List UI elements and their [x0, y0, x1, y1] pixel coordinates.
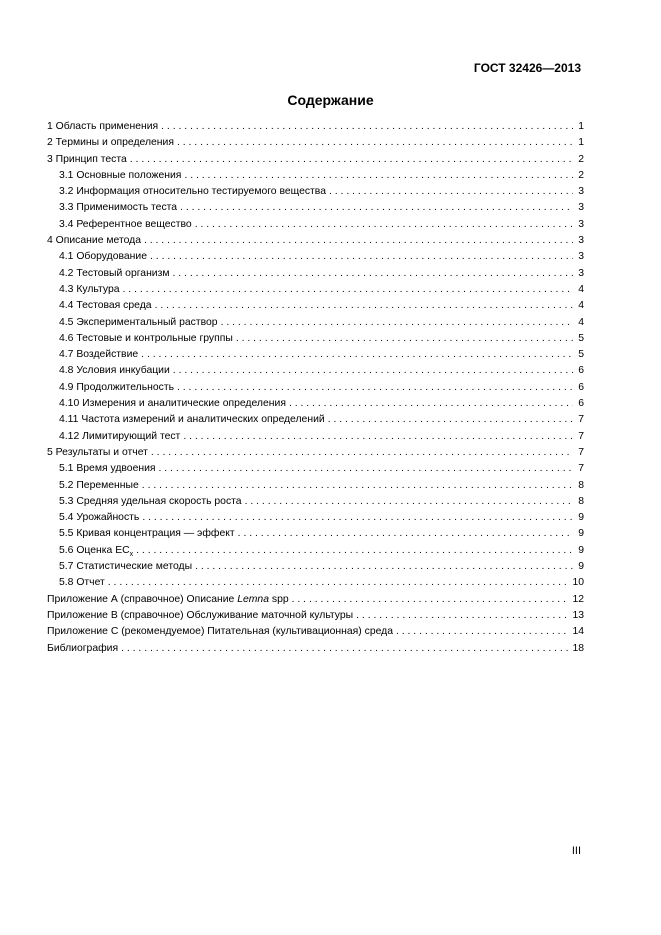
toc-entry-page-number: 4	[578, 283, 584, 295]
toc-entry[interactable]	[47, 543, 584, 559]
toc-entry[interactable]	[47, 624, 584, 640]
toc-entry-title	[59, 380, 174, 396]
dot-leader	[195, 217, 573, 233]
dot-leader	[161, 119, 573, 135]
toc-entry-title-text: 5.3 Средняя удельная скорость роста	[59, 495, 242, 507]
toc-entry-page-number: 4	[578, 316, 584, 328]
toc-entry-page-number: 18	[572, 642, 584, 654]
toc-entry-title-text: 4.4 Тестовая среда	[59, 300, 152, 312]
toc-entry-title-text: 5.4 Урожайность	[59, 512, 140, 524]
toc-entry-page-number: 2	[578, 169, 584, 181]
dot-leader	[144, 233, 573, 249]
toc-entry-title-text: 4.8 Условия инкубации	[59, 365, 170, 377]
table-of-contents	[47, 119, 584, 657]
dot-leader	[173, 266, 573, 282]
dot-leader	[155, 298, 573, 314]
toc-entry-title-text: 3 Принцип теста	[47, 153, 127, 165]
toc-entry-title-text: 4.6 Тестовые и контрольные группы	[59, 332, 233, 344]
toc-entry[interactable]	[47, 363, 584, 379]
toc-entry-page-number: 3	[578, 235, 584, 247]
toc-entry-title-text: 5.5 Кривая концентрация — эффект	[59, 528, 235, 540]
dot-leader	[141, 347, 573, 363]
page-title: Содержание	[287, 92, 374, 108]
toc-entry-page-number: 6	[578, 381, 584, 393]
dot-leader	[238, 526, 573, 542]
toc-entry[interactable]	[47, 510, 584, 526]
toc-entry-title-text: 4.12 Лимитирующий тест	[59, 430, 181, 442]
dot-leader	[177, 380, 573, 396]
dot-leader	[396, 624, 569, 640]
toc-entry-title	[59, 249, 147, 265]
toc-entry-page-number: 7	[578, 463, 584, 475]
toc-entry-page-number: 1	[578, 121, 584, 132]
dot-leader	[142, 510, 573, 526]
toc-entry-subscript: x	[129, 550, 134, 558]
toc-entry[interactable]	[47, 526, 584, 542]
toc-entry-title	[59, 396, 286, 412]
toc-entry-title	[59, 575, 105, 591]
page-number-footer: III	[571, 845, 581, 857]
toc-entry-title	[59, 200, 177, 216]
toc-entry-title-text: 4 Описание метода	[47, 235, 141, 247]
toc-entry-title-text: 4.2 Тестовый организм	[59, 267, 170, 279]
toc-entry-title	[59, 298, 152, 314]
toc-entry-title-text: 4.3 Культура	[59, 283, 120, 295]
toc-entry-title-text: 5.6 Оценка EC	[59, 544, 130, 556]
toc-entry[interactable]	[47, 429, 584, 445]
toc-entry-title-text: 4.10 Измерения и аналитические определения	[59, 398, 286, 410]
dot-leader	[123, 282, 573, 298]
toc-entry[interactable]	[47, 396, 584, 412]
toc-entry[interactable]	[47, 478, 584, 494]
toc-entry-title	[47, 608, 353, 624]
toc-entry[interactable]	[47, 412, 584, 428]
toc-entry-title	[59, 478, 139, 494]
toc-entry[interactable]	[47, 233, 584, 249]
dot-leader	[328, 412, 573, 428]
dot-leader	[183, 429, 573, 445]
toc-entry[interactable]	[47, 266, 584, 282]
toc-entry[interactable]	[47, 575, 584, 591]
toc-entry[interactable]	[47, 380, 584, 396]
toc-entry-title-text: 5 Результаты и отчет	[47, 446, 148, 458]
toc-entry-page-number: 7	[578, 446, 584, 458]
dot-leader	[142, 478, 573, 494]
toc-entry[interactable]	[47, 249, 584, 265]
toc-entry-italic: Lemna	[237, 593, 269, 605]
toc-entry-title-text: 4.11 Частота измерений и аналитических определений	[59, 414, 325, 426]
toc-entry-title-text: 5.1 Время удвоения	[59, 463, 156, 475]
toc-entry-title	[47, 152, 127, 168]
dot-leader	[236, 331, 573, 347]
toc-entry-title	[59, 184, 326, 200]
dot-leader	[289, 396, 573, 412]
toc-entry-title-text: 5.8 Отчет	[59, 577, 105, 589]
toc-entry-title-text: 3.3 Применимость теста	[59, 202, 178, 214]
toc-entry-title-text: 2 Термины и определения	[47, 137, 174, 149]
toc-entry-title	[59, 282, 120, 298]
dot-leader	[173, 363, 573, 379]
toc-entry-title	[59, 461, 156, 477]
toc-entry-page-number: 7	[578, 414, 584, 426]
toc-entry-title-text: 4.9 Продолжительность	[59, 381, 174, 393]
toc-entry-title-text: 3.1 Основные положения	[59, 169, 182, 181]
toc-entry-page-number: 2	[578, 153, 584, 165]
dot-leader	[221, 315, 573, 331]
toc-entry-title	[59, 347, 138, 363]
toc-entry-title-text: 4.7 Воздействие	[59, 349, 139, 361]
toc-entry[interactable]	[47, 282, 584, 298]
toc-entry-title-text: 4.1 Оборудование	[59, 251, 148, 263]
toc-entry-page-number: 3	[578, 202, 584, 214]
toc-entry-page-number: 3	[578, 218, 584, 230]
toc-entry-page-number: 14	[572, 626, 584, 638]
toc-entry-page-number: 10	[572, 577, 584, 589]
toc-entry-title	[59, 429, 180, 445]
toc-entry-title	[47, 641, 118, 657]
toc-entry-title	[59, 363, 170, 379]
toc-entry-page-number: 8	[578, 479, 584, 491]
toc-entry-page-number: 12	[572, 593, 584, 605]
toc-entry-title-text: 4.5 Экспериментальный раствор	[59, 316, 218, 328]
dot-leader	[292, 592, 570, 608]
dot-leader	[245, 494, 573, 510]
toc-entry-page-number: 9	[578, 544, 584, 556]
dot-leader	[180, 200, 573, 216]
dot-leader	[108, 575, 570, 591]
dot-leader	[195, 559, 573, 575]
dot-leader	[130, 152, 573, 168]
toc-entry[interactable]	[47, 445, 584, 461]
dot-leader	[151, 445, 573, 461]
toc-entry-title	[47, 233, 141, 249]
toc-entry-title	[59, 412, 325, 428]
dot-leader	[329, 184, 573, 200]
toc-entry-page-number: 3	[578, 267, 584, 279]
toc-entry[interactable]	[47, 298, 584, 314]
toc-entry-page-number: 6	[578, 365, 584, 377]
toc-entry-title	[59, 494, 242, 510]
dot-leader	[159, 461, 573, 477]
toc-entry-title-text: 5.7 Статистические методы	[59, 561, 193, 573]
toc-entry[interactable]	[47, 135, 584, 151]
toc-entry-title-text: Приложение А (справочное) Описание	[47, 593, 238, 605]
dot-leader	[150, 249, 573, 265]
dot-leader	[356, 608, 569, 624]
toc-entry-title	[47, 135, 174, 151]
toc-entry[interactable]	[47, 608, 584, 624]
toc-entry-title	[59, 168, 181, 184]
toc-entry-page-number: 1	[578, 137, 584, 149]
toc-entry-page-number: 9	[578, 528, 584, 540]
toc-entry-title-text: 3.4 Референтное вещество	[59, 218, 192, 230]
toc-entry[interactable]	[47, 347, 584, 363]
toc-entry-page-number: 3	[578, 251, 584, 263]
toc-entry-title	[59, 331, 233, 347]
toc-entry-title	[59, 510, 139, 526]
toc-entry-page-number: 13	[572, 609, 584, 621]
dot-leader	[177, 135, 573, 151]
dot-leader	[121, 641, 569, 657]
dot-leader	[136, 543, 573, 559]
toc-entry[interactable]	[47, 331, 584, 347]
toc-entry-page-number: 8	[578, 495, 584, 507]
toc-entry-page-number: 3	[578, 186, 584, 198]
toc-entry[interactable]	[47, 559, 584, 575]
toc-entry[interactable]	[47, 592, 584, 608]
toc-entry-title	[47, 624, 393, 640]
toc-entry-title	[47, 592, 289, 608]
toc-entry[interactable]	[47, 168, 584, 184]
dot-leader	[184, 168, 573, 184]
toc-entry[interactable]	[47, 641, 584, 657]
toc-entry-title-text: 5.2 Переменные	[59, 479, 139, 491]
toc-entry-title-text: Библиография	[47, 642, 119, 654]
toc-entry-title	[47, 445, 148, 461]
toc-entry-title-suffix: spp	[268, 593, 289, 605]
toc-entry-page-number: 4	[578, 300, 584, 312]
toc-entry-page-number: 5	[578, 332, 584, 344]
toc-entry-title	[47, 119, 158, 135]
toc-entry-title	[59, 217, 192, 233]
toc-entry[interactable]	[47, 217, 584, 233]
toc-entry-title-text: 1 Область применения	[47, 121, 159, 132]
toc-entry-page-number: 5	[578, 349, 584, 361]
toc-entry-title-text: Приложение В (справочное) Обслуживание маточной культуры	[47, 609, 354, 621]
toc-entry[interactable]	[47, 200, 584, 216]
toc-entry-title	[59, 559, 192, 575]
toc-entry-title-text: Приложение С (рекомендуемое) Питательная (культивационная) среда	[47, 626, 393, 638]
toc-entry[interactable]	[47, 494, 584, 510]
toc-entry-title	[59, 526, 235, 542]
toc-entry[interactable]	[47, 461, 584, 477]
toc-entry-title	[59, 266, 170, 282]
toc-entry-title-text: 3.2 Информация относительно тестируемого вещества	[59, 186, 326, 198]
toc-entry-page-number: 9	[578, 561, 584, 573]
toc-entry-page-number: 7	[578, 430, 584, 442]
toc-entry[interactable]	[47, 315, 584, 331]
toc-entry-title	[59, 315, 218, 331]
toc-entry-page-number: 6	[578, 398, 584, 410]
toc-entry[interactable]	[47, 184, 584, 200]
toc-entry-page-number: 9	[578, 512, 584, 524]
toc-entry[interactable]	[47, 152, 584, 168]
toc-entry[interactable]	[47, 119, 584, 135]
document-code-header: ГОСТ 32426—2013	[473, 61, 581, 75]
